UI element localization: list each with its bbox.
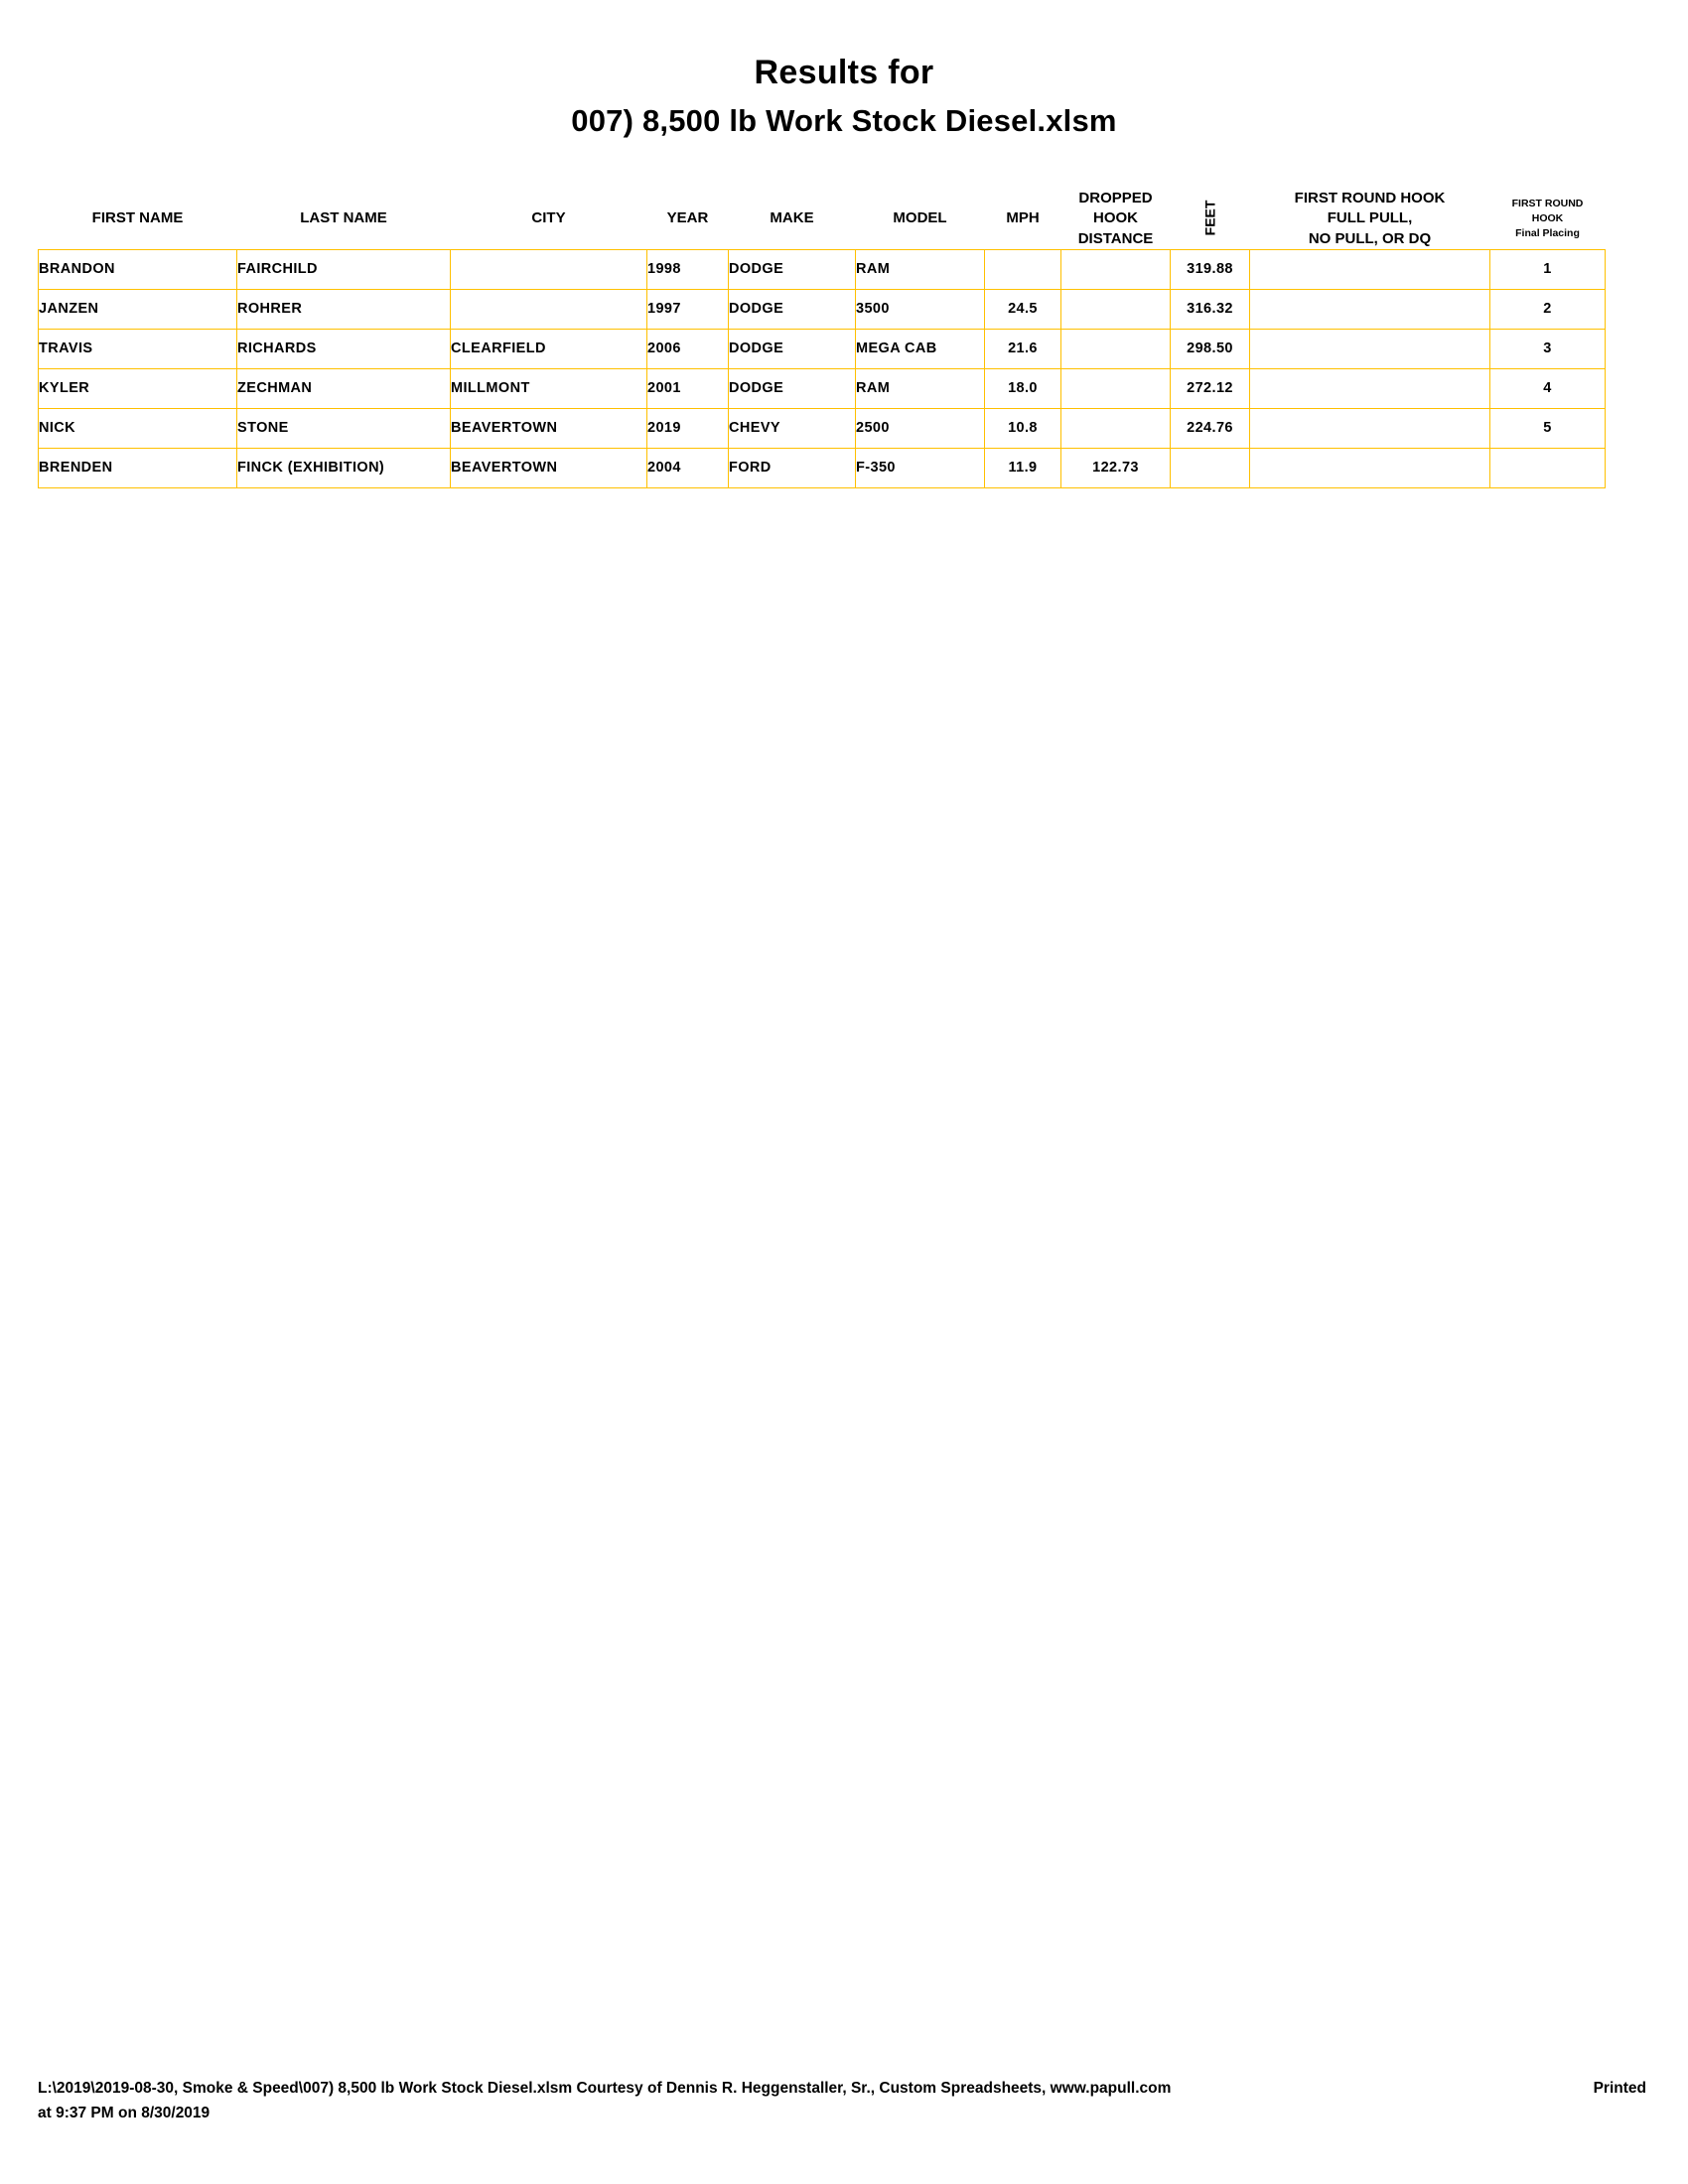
cell-city: BEAVERTOWN: [451, 408, 647, 448]
header-final-placing: [1490, 189, 1606, 249]
cell-last-name: ZECHMAN: [237, 368, 451, 408]
results-table-head: [39, 189, 1606, 249]
cell-year: 2001: [647, 368, 729, 408]
page-title-line-2: 007) 8,500 lb Work Stock Diesel.xlsm: [571, 102, 1117, 138]
cell-mph: 10.8: [985, 408, 1061, 448]
cell-mph: 21.6: [985, 329, 1061, 368]
cell-first-round-hook: [1250, 408, 1490, 448]
cell-city: BEAVERTOWN: [451, 448, 647, 487]
header-final-placing-line-1: FIRST ROUND: [1511, 198, 1584, 210]
footer-printed-timestamp: at 9:37 PM on 8/30/2019: [38, 2105, 211, 2122]
cell-feet: 224.76: [1171, 408, 1250, 448]
cell-city: CLEARFIELD: [451, 329, 647, 368]
cell-placing: 5: [1490, 408, 1606, 448]
cell-model: 2500: [856, 408, 985, 448]
cell-make: DODGE: [729, 289, 856, 329]
cell-model: RAM: [856, 368, 985, 408]
footer-printed-label: Printed: [1593, 2080, 1646, 2098]
cell-feet: 319.88: [1171, 249, 1250, 289]
footer-path-credit: L:\2019\2019-08-30, Smoke & Speed\007) 8,500 lb Work Stock Diesel.xlsm Courtesy of Dennis R. Heggenstaller, Sr., Custom Spreadsheets, www.papull.com: [38, 2080, 1172, 2098]
table-row: [39, 448, 1606, 487]
cell-first-name: KYLER: [39, 368, 237, 408]
header-year: YEAR: [666, 209, 709, 227]
cell-dropped-hook-distance: 122.73: [1061, 448, 1171, 487]
cell-dropped-hook-distance: [1061, 289, 1171, 329]
cell-model: MEGA CAB: [856, 329, 985, 368]
cell-feet: 272.12: [1171, 368, 1250, 408]
cell-model: F-350: [856, 448, 985, 487]
cell-make: DODGE: [729, 249, 856, 289]
cell-placing: 4: [1490, 368, 1606, 408]
header-mph: MPH: [1006, 209, 1040, 227]
header-first-round-hook-line-2: FULL PULL,: [1327, 209, 1413, 227]
cell-first-name: BRENDEN: [39, 448, 237, 487]
cell-first-name: TRAVIS: [39, 329, 237, 368]
cell-make: DODGE: [729, 329, 856, 368]
cell-city: [451, 249, 647, 289]
table-row: [39, 408, 1606, 448]
document-title-block: [0, 0, 1688, 141]
cell-dropped-hook-distance: [1061, 408, 1171, 448]
results-table-body: [39, 249, 1606, 487]
cell-model: RAM: [856, 249, 985, 289]
header-feet: [1171, 189, 1250, 249]
cell-mph: [985, 249, 1061, 289]
header-final-placing-line-3: Final Placing: [1515, 226, 1580, 239]
header-final-placing-line-2: HOOK: [1531, 212, 1564, 225]
cell-first-name: NICK: [39, 408, 237, 448]
header-dropped-hook-distance-line-2: HOOK: [1093, 209, 1138, 227]
cell-placing: 3: [1490, 329, 1606, 368]
cell-last-name: FINCK (EXHIBITION): [237, 448, 451, 487]
cell-city: [451, 289, 647, 329]
page-title-line-1: Results for: [754, 54, 934, 91]
cell-year: 2004: [647, 448, 729, 487]
header-make: MAKE: [770, 209, 814, 227]
cell-year: 2006: [647, 329, 729, 368]
cell-first-round-hook: [1250, 329, 1490, 368]
cell-first-round-hook: [1250, 368, 1490, 408]
header-last-name: LAST NAME: [300, 209, 387, 227]
header-first-round-hook-line-3: NO PULL, OR DQ: [1308, 229, 1432, 247]
results-table: [38, 189, 1606, 488]
header-first-round-hook-line-1: FIRST ROUND HOOK: [1294, 190, 1446, 206]
cell-city: MILLMONT: [451, 368, 647, 408]
header-city: CITY: [531, 209, 566, 227]
table-row: [39, 329, 1606, 368]
cell-feet: 316.32: [1171, 289, 1250, 329]
header-dropped-hook-distance: [1061, 189, 1171, 249]
table-row: [39, 289, 1606, 329]
header-feet-label: FEET: [1201, 200, 1218, 236]
cell-first-round-hook: [1250, 448, 1490, 487]
header-dropped-hook-distance-line-3: DISTANCE: [1077, 229, 1154, 247]
cell-last-name: FAIRCHILD: [237, 249, 451, 289]
header-dropped-hook-distance-line-1: DROPPED: [1078, 190, 1153, 206]
cell-first-name: BRANDON: [39, 249, 237, 289]
cell-dropped-hook-distance: [1061, 368, 1171, 408]
cell-model: 3500: [856, 289, 985, 329]
cell-first-name: JANZEN: [39, 289, 237, 329]
cell-first-round-hook: [1250, 249, 1490, 289]
cell-placing: 1: [1490, 249, 1606, 289]
header-first-name: FIRST NAME: [91, 209, 184, 227]
table-row: [39, 368, 1606, 408]
cell-make: CHEVY: [729, 408, 856, 448]
cell-feet: [1171, 448, 1250, 487]
cell-first-round-hook: [1250, 289, 1490, 329]
cell-feet: 298.50: [1171, 329, 1250, 368]
cell-mph: 24.5: [985, 289, 1061, 329]
cell-year: 1998: [647, 249, 729, 289]
document-footer: [38, 2077, 1646, 2126]
cell-last-name: RICHARDS: [237, 329, 451, 368]
cell-dropped-hook-distance: [1061, 249, 1171, 289]
cell-year: 1997: [647, 289, 729, 329]
cell-dropped-hook-distance: [1061, 329, 1171, 368]
table-row: [39, 249, 1606, 289]
cell-make: DODGE: [729, 368, 856, 408]
cell-last-name: ROHRER: [237, 289, 451, 329]
header-row: [39, 189, 1606, 249]
cell-placing: [1490, 448, 1606, 487]
cell-mph: 11.9: [985, 448, 1061, 487]
cell-placing: 2: [1490, 289, 1606, 329]
header-first-round-hook: [1250, 189, 1490, 249]
header-model: MODEL: [893, 209, 947, 227]
cell-make: FORD: [729, 448, 856, 487]
cell-mph: 18.0: [985, 368, 1061, 408]
cell-year: 2019: [647, 408, 729, 448]
cell-last-name: STONE: [237, 408, 451, 448]
results-table-container: [38, 189, 1605, 488]
